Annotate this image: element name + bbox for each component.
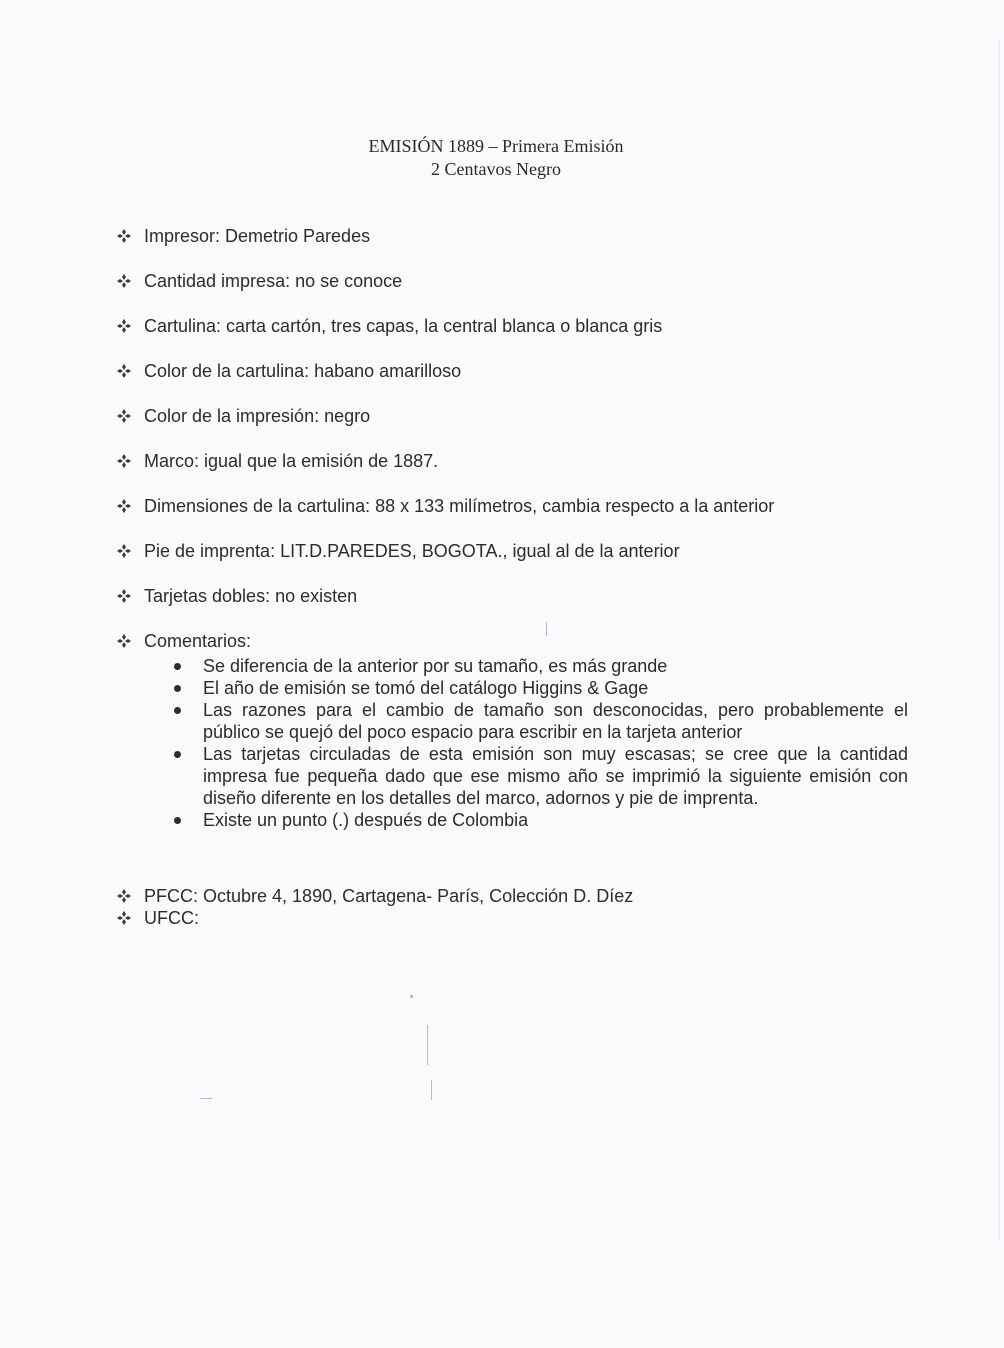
list-item-color-cartulina xyxy=(116,360,461,382)
comments-list xyxy=(170,655,908,831)
list-item-dimensiones xyxy=(116,495,774,517)
four-diamond-bullet-icon xyxy=(116,588,132,604)
list-item-text: Dimensiones de la cartulina: 88 x 133 milímetros, cambia respecto a la anterior xyxy=(144,496,775,516)
document-subtitle: 2 Centavos Negro xyxy=(431,159,561,179)
document-title: EMISIÓN 1889 – Primera Emisión xyxy=(368,136,624,156)
scan-mark xyxy=(427,1025,428,1065)
list-item-text: UFCC: xyxy=(144,908,199,928)
four-diamond-bullet-icon xyxy=(116,910,132,926)
list-item-text: Color de la cartulina: habano amarilloso xyxy=(144,361,462,381)
comment-item xyxy=(170,809,908,831)
four-diamond-bullet-icon xyxy=(116,408,132,424)
list-item-text: Comentarios: xyxy=(144,631,252,651)
four-diamond-bullet-icon xyxy=(116,453,132,469)
list-item-cantidad xyxy=(116,270,402,292)
scan-edge xyxy=(998,40,1000,1240)
comment-item xyxy=(170,743,908,809)
round-bullet-icon xyxy=(174,751,181,758)
list-item-cartulina xyxy=(116,315,662,337)
list-item-tarjetas-dobles xyxy=(116,585,357,607)
list-item-text: Tarjetas dobles: no existen xyxy=(144,586,358,606)
list-item-text: Marco: igual que la emisión de 1887. xyxy=(144,451,439,471)
four-diamond-bullet-icon xyxy=(116,363,132,379)
four-diamond-bullet-icon xyxy=(116,498,132,514)
list-item-text: Impresor: Demetrio Paredes xyxy=(144,226,371,246)
comment-item xyxy=(170,655,908,677)
list-item-text: Cartulina: carta cartón, tres capas, la central blanca o blanca gris xyxy=(144,316,663,336)
comment-item xyxy=(170,677,908,699)
four-diamond-bullet-icon xyxy=(116,318,132,334)
scan-mark xyxy=(546,622,547,636)
list-item-pfcc xyxy=(116,885,633,907)
list-item-impresor xyxy=(116,225,370,247)
comment-item xyxy=(170,699,908,743)
comment-text: Se diferencia de la anterior por su tamaño, es más grande xyxy=(203,656,668,676)
scan-mark xyxy=(431,1080,432,1100)
round-bullet-icon xyxy=(174,817,181,824)
list-item-pie-imprenta xyxy=(116,540,680,562)
list-item-ufcc xyxy=(116,907,199,929)
list-item-text: Pie de imprenta: LIT.D.PAREDES, BOGOTA., igual al de la anterior xyxy=(144,541,680,561)
four-diamond-bullet-icon xyxy=(116,543,132,559)
four-diamond-bullet-icon xyxy=(116,273,132,289)
comment-text: Las tarjetas circuladas de esta emisión son muy escasas; se cree que la cantidad impresa fue pequeña dado que ese mismo año se imprimió la siguiente emisión con diseño diferente en los detalles del marco, adornos y pie de imprenta. xyxy=(203,744,908,808)
round-bullet-icon xyxy=(174,707,181,714)
list-item-text: Cantidad impresa: no se conoce xyxy=(144,271,403,291)
list-item-text: Color de la impresión: negro xyxy=(144,406,371,426)
round-bullet-icon xyxy=(174,663,181,670)
four-diamond-bullet-icon xyxy=(116,633,132,649)
comment-text: Las razones para el cambio de tamaño son desconocidas, pero probablemente el público se quejó del poco espacio para escribir en la tarjeta anterior xyxy=(203,700,908,742)
comment-text: Existe un punto (.) después de Colombia xyxy=(203,810,529,830)
list-item-marco xyxy=(116,450,438,472)
comment-text: El año de emisión se tomó del catálogo Higgins & Gage xyxy=(203,678,649,698)
four-diamond-bullet-icon xyxy=(116,888,132,904)
round-bullet-icon xyxy=(174,685,181,692)
four-diamond-bullet-icon xyxy=(116,228,132,244)
list-item-color-impresion xyxy=(116,405,370,427)
scan-mark xyxy=(410,995,413,998)
list-item-text: PFCC: Octubre 4, 1890, Cartagena- París, Colección D. Díez xyxy=(144,886,634,906)
scan-mark xyxy=(200,1098,212,1099)
list-item-comentarios xyxy=(116,630,251,652)
